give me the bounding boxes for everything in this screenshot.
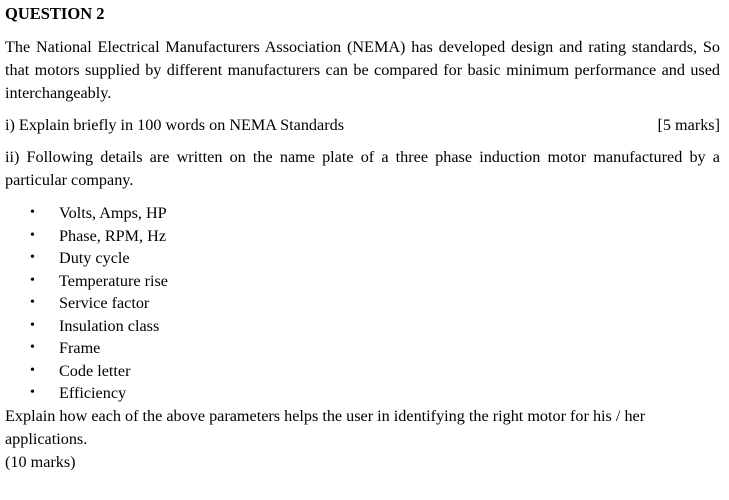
intro-paragraph: The National Electrical Manufacturers Association (NEMA) has developed design and rating standards, So that motors supplied by different manufacturers can be compared for basic minimum performance and used interchangeably.	[5, 38, 720, 102]
list-item: • Efficiency	[30, 382, 720, 405]
bullet-icon: •	[30, 227, 35, 243]
bullet-icon: •	[30, 317, 35, 333]
question-heading: QUESTION 2	[5, 4, 105, 23]
list-item: • Service factor	[30, 292, 720, 315]
bullet-icon: •	[30, 385, 35, 400]
list-item: • Volts, Amps, HP	[30, 202, 720, 225]
question-document	[5, 2, 720, 474]
list-item: • Duty cycle	[30, 247, 720, 270]
nameplate-details-list	[5, 202, 720, 405]
bullet-icon: •	[30, 340, 35, 355]
bullet-icon: •	[30, 295, 35, 310]
part-one-text: i) Explain briefly in 100 words on NEMA Standards	[5, 116, 344, 134]
part-two-marks: (10 marks)	[5, 452, 76, 471]
part-one-row	[5, 114, 720, 137]
list-item: • Temperature rise	[30, 270, 720, 293]
bullet-icon: •	[30, 272, 35, 288]
list-item: • Insulation class	[30, 315, 720, 338]
bullet-icon: •	[30, 250, 35, 265]
list-item: • Phase, RPM, Hz	[30, 225, 720, 248]
bullet-icon: •	[30, 362, 35, 378]
list-item: • Frame	[30, 337, 720, 360]
bullet-icon: •	[30, 205, 35, 220]
list-item: • Code letter	[30, 360, 720, 383]
part-two-text: ii) Following details are written on the name plate of a three phase induction motor manufactured by a particular company.	[5, 148, 720, 189]
part-one-marks: [5 marks]	[657, 116, 720, 134]
explain-instruction: Explain how each of the above parameters helps the user in identifying the right motor for his / her applications.	[5, 406, 646, 448]
